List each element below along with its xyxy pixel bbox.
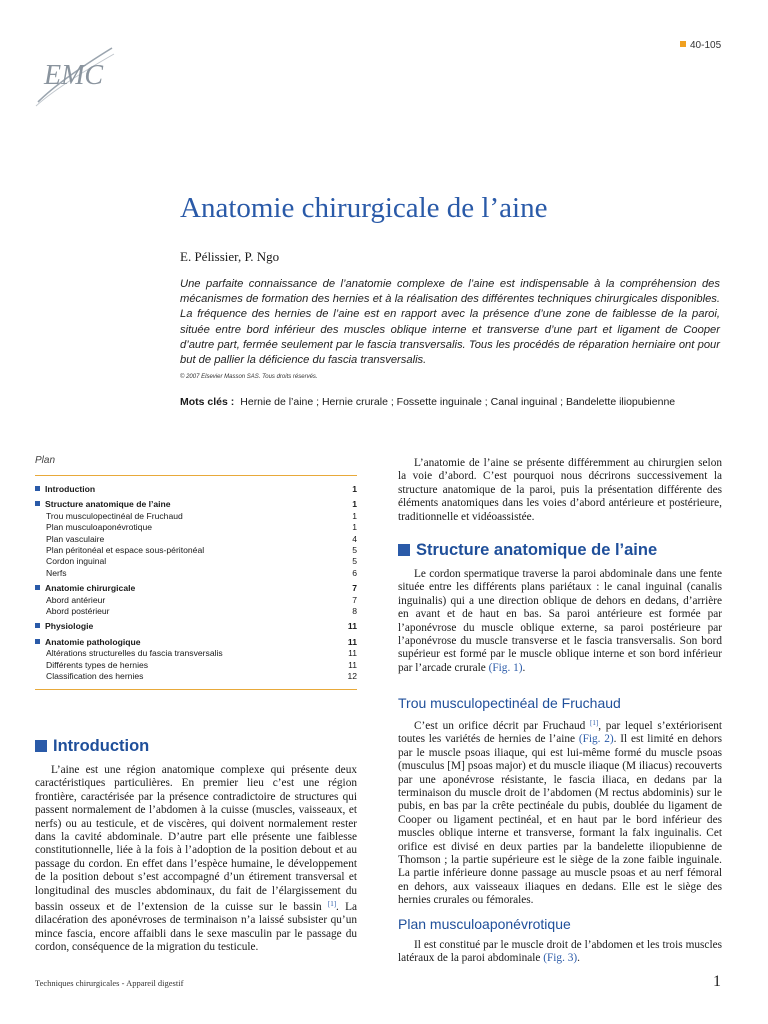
article-authors: E. Pélissier, P. Ngo — [180, 249, 280, 264]
article-title: Anatomie chirurgicale de l’aine — [180, 192, 548, 224]
subsection-heading-plan-musculo: Plan musculoaponévrotique — [398, 916, 571, 932]
heading-square-icon — [398, 544, 410, 556]
toc-item-plan-peritoneal[interactable]: Plan péritonéal et espace sous-péritonéal 5 — [46, 545, 357, 556]
toc-item-abord-anterieur[interactable]: Abord antérieur 7 — [46, 594, 357, 605]
toc-item-anatomie-chirurgicale[interactable]: Anatomie chirurgicale 7 — [35, 583, 357, 594]
toc-item-trou[interactable]: Trou musculopectinéal de Fruchaud 1 — [46, 510, 357, 521]
toc-item-plan-vasculaire[interactable]: Plan vasculaire 4 — [46, 533, 357, 544]
page-number: 1 — [713, 973, 721, 990]
toc-item-abord-posterieur[interactable]: Abord postérieur 8 — [46, 606, 357, 617]
toc-item-types-hernies[interactable]: Différents types de hernies 11 — [46, 659, 357, 670]
section-heading-introduction: Introduction — [35, 737, 149, 756]
toc-item-introduction[interactable]: Introduction 1 — [35, 484, 357, 495]
keywords-line — [180, 396, 675, 408]
keywords-text: Hernie de l’aine ; Hernie crurale ; Fossette inguinale ; Canal inguinal ; Bandelette iliopubienne — [240, 396, 676, 408]
citation-link[interactable]: [1] — [327, 900, 337, 909]
journal-footer: Techniques chirurgicales - Appareil digestif — [35, 978, 184, 988]
toc-item-cordon[interactable]: Cordon inguinal 5 — [46, 556, 357, 567]
citation-link[interactable]: [1] — [590, 719, 599, 727]
figure-link[interactable]: (Fig. 3) — [543, 952, 578, 965]
toc-divider — [35, 689, 357, 690]
toc-divider — [35, 475, 357, 476]
toc-item-classification[interactable]: Classification des hernies 12 — [46, 671, 357, 682]
document-code-text: 40-105 — [690, 40, 722, 51]
section-heading-structure: Structure anatomique de l’aine — [398, 541, 657, 560]
toc-bullet-icon — [35, 639, 40, 644]
toc-bullet-icon — [35, 623, 40, 628]
table-of-contents — [35, 455, 357, 690]
toc-title: Plan — [35, 455, 56, 466]
toc-item-physiologie[interactable]: Physiologie 11 — [35, 621, 357, 632]
keywords-label: Mots clés : — [180, 396, 235, 408]
document-code — [680, 40, 721, 51]
toc-bullet-icon — [35, 585, 40, 590]
toc-item-anatomie-pathologique[interactable]: Anatomie pathologique 11 — [35, 637, 357, 648]
figure-link[interactable]: (Fig. 2) — [578, 733, 614, 746]
structure-paragraph: Le cordon spermatique traverse la paroi abdominale dans une fente située entre les différents plans pariétaux : le canal inguinal (canalis inguinalis) qui a une direction oblique de dehors en dedans, d’arrière en avant et de haut en bas. Sa paroi antérieure est formée par l’aponévrose du muscle oblique externe, sa paroi postérieure par l’aponévrose du muscle transverse et le fascia transversalis. Son bord supérieur est formé par le muscle oblique interne et son bord inférieur par l’arcade crurale (Fig. 1). — [398, 568, 722, 674]
code-square-icon — [680, 41, 686, 47]
subsection-heading-trou: Trou musculopectinéal de Fruchaud — [398, 695, 621, 711]
emc-logo — [30, 40, 120, 110]
introduction-paragraph: L’aine est une région anatomique complexe qui présente deux caractéristiques particulières. En premier lieu c’est une région frontière, caractérisée par la présence contradictoire de structures qui passent normalement de l’abdomen à la cuisse (muscles, vaisseaux, et nerfs) ou au testicule, et de viscères, qui doivent normalement rester dans la cavité abdominale. D’autre part elle présente une faiblesse constitutionnelle, liée à la fois à l’adoption de la position debout et au passage du cordon. En effet dans l’espèce humaine, le développement de la position debout s’est accompagné d’un étirement transversal et longitudinal des muscles abdominaux, du fait de l’élargissement du bassin osseux et de l’extension de la cuisse sur le bassin [1]. La dilacération des aponévroses de terminaison n’a laissé subsister qu’un mince fascia, encore affaibli dans le sexe masculin par le passage du cordon, conséquence de la migration du testicule. — [35, 764, 357, 954]
toc-item-structure[interactable]: Structure anatomique de l’aine 1 — [35, 499, 357, 510]
toc-item-nerfs[interactable]: Nerfs 6 — [46, 567, 357, 578]
toc-bullet-icon — [35, 501, 40, 506]
toc-item-alterations[interactable]: Altérations structurelles du fascia transversalis 11 — [46, 648, 357, 659]
toc-bullet-icon — [35, 486, 40, 491]
copyright-notice: © 2007 Elsevier Masson SAS. Tous droits réservés. — [180, 374, 318, 380]
toc-item-plan-musculo[interactable]: Plan musculoaponévrotique 1 — [46, 522, 357, 533]
heading-square-icon — [35, 740, 47, 752]
logo-text: EMC — [44, 60, 104, 91]
figure-link[interactable]: (Fig. 1) — [488, 661, 523, 674]
article-abstract: Une parfaite connaissance de l’anatomie complexe de l’aine est indispensable à la compréhension des mécanismes de formation des hernies et à la réalisation des différentes techniques chirurgicales disponibles. La fréquence des hernies de l’aine est en rapport avec la présence d’une zone de faiblesse de la paroi, située entre bord inférieur des muscles oblique interne et transverse d’une part et ligament de Cooper d’autre part, fermée seulement par le fascia transversalis. Tous les procédés de réparation herniaire ont pour but de pallier la déficience du fascia transversalis. — [180, 278, 720, 367]
plan-musculo-paragraph: Il est constitué par le muscle droit de l’abdomen et les trois muscles latéraux de la paroi abdominale (Fig. 3). — [398, 939, 722, 965]
trou-paragraph: C’est un orifice décrit par Fruchaud [1], par lequel s’extériorisent toutes les variétés de hernies de l’aine (Fig. 2). Il est limité en dehors par le muscle psoas iliaque, qui est lui-même formé du muscle psoas (musculus [M] psoas major) et du muscle iliaque (M iliacus) recouverts par une aponévrose résistante, le fascia iliaca, en dedans par la terminaison du muscle droit de l’abdomen (M rectus abdominis) sur le pubis, en bas par la crête pectinéale du pubis, doublée du ligament de Cooper ou ligament pectinéal, et en haut par le bord inférieur des muscles oblique interne et transverse, formant la falx inguinalis. Cet orifice est divisé en deux parties par la bandelette iliopubienne de Thomson ; la partie supérieure est le siège de la zone faible inguinale. La partie inférieure donne passage au muscle psoas et au nerf fémoral en dehors, aux vaisseaux iliaques en dedans. Elle est le siège des hernies crurales ou fémorales. — [398, 719, 722, 907]
approach-paragraph: L’anatomie de l’aine se présente différemment au chirurgien selon la voie d’abord. C’est pourquoi nous décrirons successivement la structure anatomique de la paroi, puis la présentation différente des éléments anatomiques dans les voies d’abord antérieure et postérieure, traditionnelle et vidéoassistée. — [398, 457, 722, 523]
